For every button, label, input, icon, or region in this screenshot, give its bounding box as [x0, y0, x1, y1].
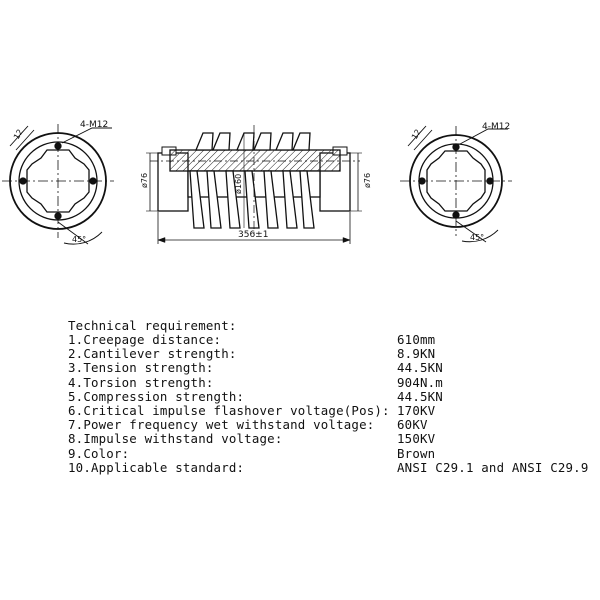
spec-row [68, 418, 588, 432]
left-small-dim: 12 [11, 127, 25, 141]
right-bolt-hole [453, 212, 459, 218]
right-angle-label: 45° [470, 233, 485, 242]
spec-row [68, 432, 588, 446]
spec-value: 150KV [397, 431, 436, 447]
right-bolt-hole [487, 178, 493, 184]
left-bolt-hole [55, 213, 61, 219]
left-bolt-hole [20, 178, 26, 184]
spec-value: 44.5KN [397, 388, 443, 404]
right-end-view [400, 126, 512, 242]
spec-title: Technical requirement: [68, 318, 237, 333]
left-angle-label: 45° [72, 235, 87, 244]
spec-row [68, 447, 588, 461]
spec-label: 8.Impulse withstand voltage: [68, 431, 283, 447]
right-flange-label: 4-M12 [482, 122, 511, 132]
spec-value: 8.9KN [397, 346, 436, 362]
spec-value: Brown [397, 445, 436, 461]
top-sheds [196, 133, 310, 150]
core-diameter: ø160 [234, 173, 243, 194]
spec-value: ANSI C29.1 and ANSI C29.9 [397, 459, 589, 475]
spec-row [68, 361, 588, 375]
insulator-drawing [0, 0, 600, 260]
left-end-view [2, 124, 114, 244]
right-small-dim: 12 [409, 127, 423, 141]
spec-row [68, 390, 588, 404]
hatched-core [170, 150, 340, 171]
left-end-diameter: ø76 [140, 172, 149, 188]
spec-label: 6.Critical impulse flashover voltage(Pos): [68, 402, 390, 418]
left-bolt-hole [55, 143, 61, 149]
spec-label: 3.Tension strength: [68, 360, 214, 376]
left-flange-label: 4-M12 [80, 120, 109, 130]
spec-value: 60KV [397, 417, 428, 433]
spec-row [68, 376, 588, 390]
spec-row [68, 461, 588, 475]
spec-value: 904N.m [397, 374, 443, 390]
spec-row [68, 333, 588, 347]
right-bolt-hole [453, 144, 459, 150]
spec-row [68, 347, 588, 361]
spec-value: 44.5KN [397, 360, 443, 376]
insulator-side-view [146, 125, 362, 244]
spec-value: 170KV [397, 402, 436, 418]
spec-label: 10.Applicable standard: [68, 459, 245, 475]
left-bolt-hole [90, 178, 96, 184]
spec-label: 7.Power frequency wet withstand voltage: [68, 417, 375, 433]
spec-label: 5.Compression strength: [68, 388, 245, 404]
spec-rows [68, 333, 588, 475]
right-bolt-hole [419, 178, 425, 184]
right-end-diameter: ø76 [363, 172, 372, 188]
technical-requirements [68, 318, 588, 475]
spec-value: 610mm [397, 332, 436, 347]
spec-label: 2.Cantilever strength: [68, 346, 237, 362]
spec-label: 1.Creepage distance: [68, 332, 222, 347]
spec-label: 4.Torsion strength: [68, 374, 214, 390]
spec-row [68, 404, 588, 418]
spec-label: 9.Color: [68, 445, 130, 461]
length-dimension: 356±1 [238, 230, 269, 240]
